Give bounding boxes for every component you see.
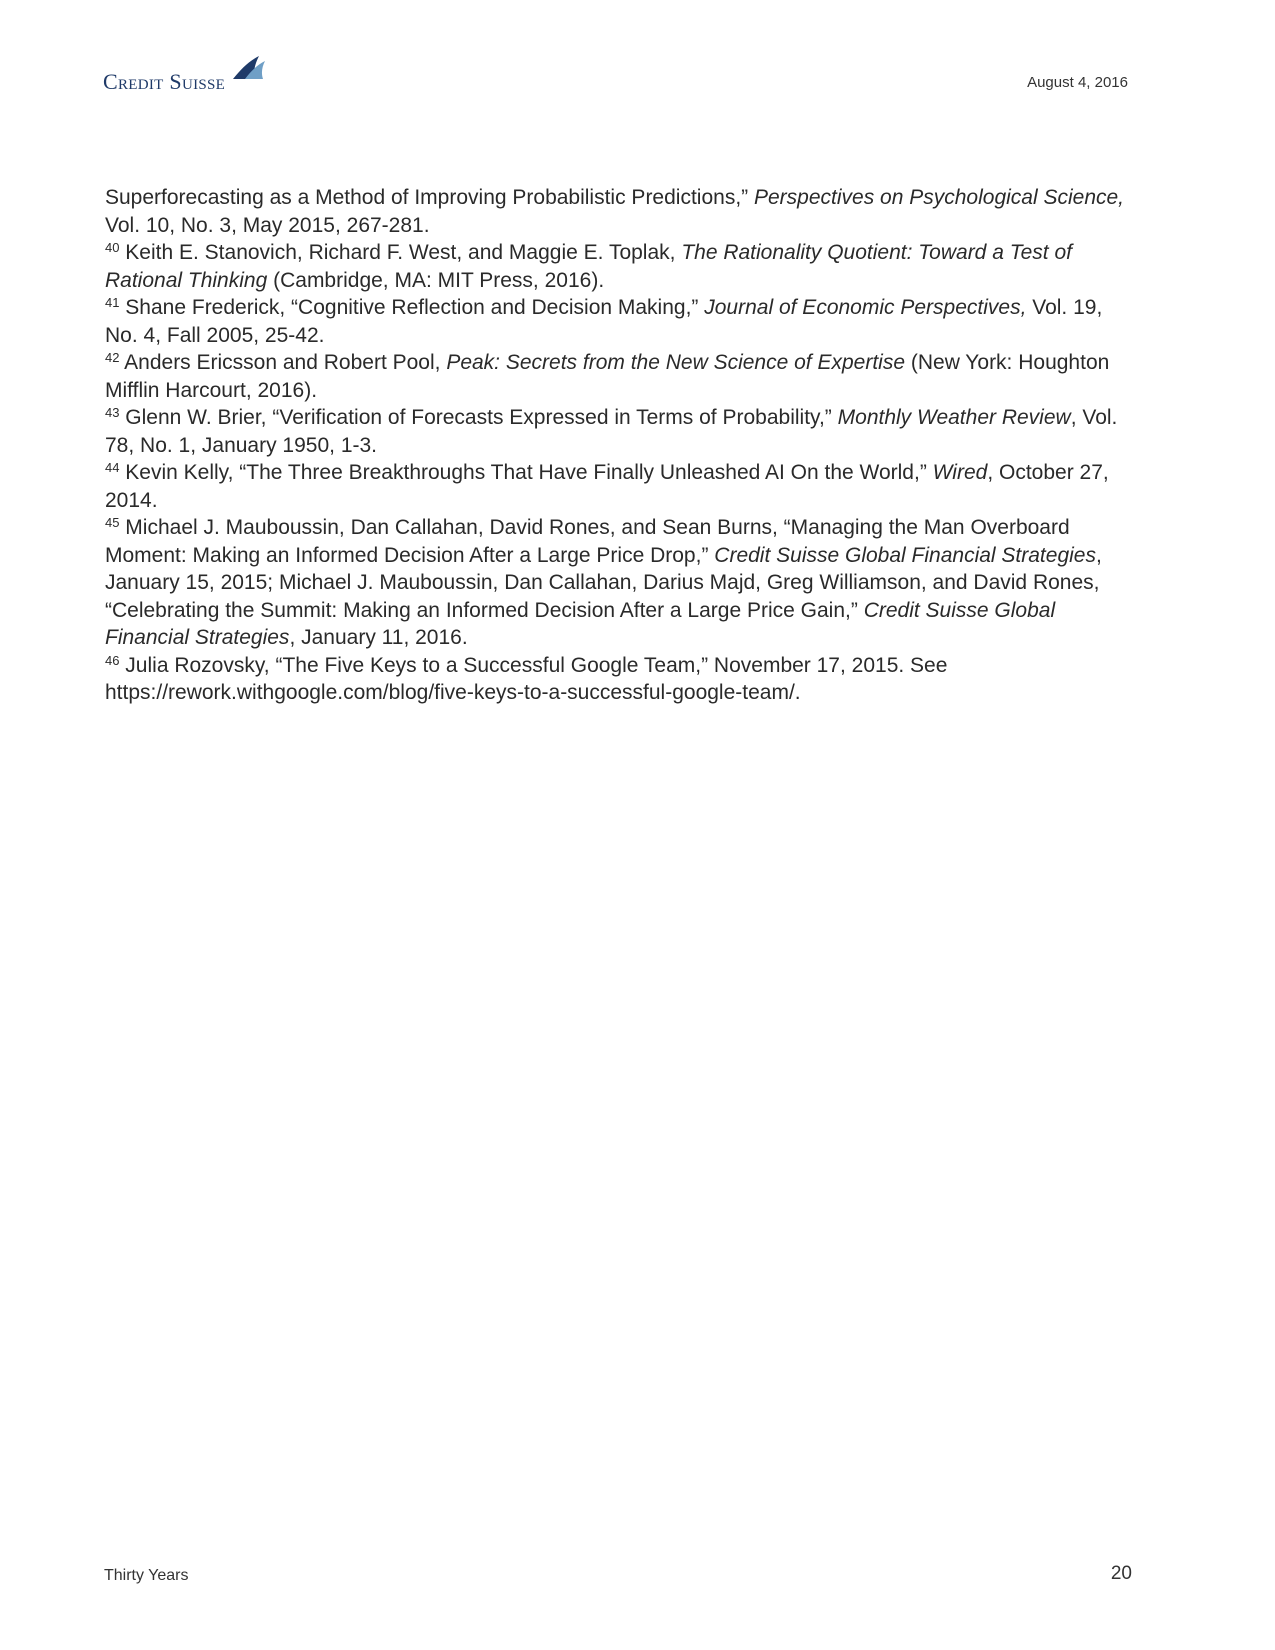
endnote-title: Monthly Weather Review — [837, 406, 1071, 429]
sails-icon — [231, 55, 267, 81]
endnote-number: 41 — [105, 295, 120, 310]
endnote-text: Julia Rozovsky, “The Five Keys to a Successful Google Team,” November 17, 2015. See https://rework.withgoogle.com/blog/five-keys-to-a-successful-google-team/. — [105, 653, 948, 704]
endnote-number: 46 — [105, 652, 120, 668]
endnote — [105, 404, 1125, 459]
endnote-title: Credit Suisse Global Financial Strategies — [105, 598, 1056, 649]
endnote-title: Peak: Secrets from the New Science of Expertise — [446, 351, 906, 374]
endnote-title: Wired — [932, 461, 988, 484]
logo-wordmark: Credit Suisse — [103, 69, 226, 94]
endnote-text: Superforecasting as a Method of Improving Probabilistic Predictions,” — [105, 186, 754, 209]
endnote — [105, 239, 1125, 294]
endnote-text: Michael J. Mauboussin, Dan Callahan, David Rones, and Sean Burns, “Managing the Man Overboard Moment: Making an Informed Decision After a Large Price Drop,” — [105, 516, 1070, 567]
credit-suisse-logo — [103, 55, 263, 95]
page-number: 20 — [1110, 1563, 1132, 1584]
endnote-title: The Rationality Quotient: Toward a Test of Rational Thinking — [105, 241, 1072, 292]
endnote — [105, 459, 1125, 514]
endnote — [105, 514, 1125, 652]
endnote-text: Keith E. Stanovich, Richard F. West, and Maggie E. Toplak, — [119, 241, 682, 264]
endnote-text: Glenn W. Brier, “Verification of Forecasts Expressed in Terms of Probability,” — [119, 406, 838, 429]
endnote — [105, 349, 1125, 404]
endnote-text: (Cambridge, MA: MIT Press, 2016). — [267, 268, 605, 292]
endnote-text: , October 27, 2014. — [105, 461, 1109, 512]
endnotes-list — [105, 184, 1125, 707]
endnote-text: Anders Ericsson and Robert Pool, — [119, 351, 447, 374]
footer-title: Thirty Years — [104, 1567, 189, 1584]
report-date: August 4, 2016 — [1027, 74, 1128, 91]
endnote-text: Vol. 19, No. 4, Fall 2005, 25-42. — [105, 296, 1103, 347]
endnote-title: Credit Suisse Global Financial Strategies — [714, 543, 1096, 567]
endnote-text: Kevin Kelly, “The Three Breakthroughs That Have Finally Unleashed AI On the World,” — [119, 461, 933, 484]
endnote-number: 43 — [105, 405, 120, 420]
endnote-title: Journal of Economic Perspectives, — [704, 296, 1027, 319]
endnote-text: Shane Frederick, “Cognitive Reflection and Decision Making,” — [119, 296, 705, 319]
endnote-text: , January 11, 2016. — [289, 626, 468, 649]
endnote-text: , Vol. 78, No. 1, January 1950, 1-3. — [105, 406, 1118, 457]
endnote-text: (New York: Houghton Mifflin Harcourt, 2016). — [105, 351, 1110, 402]
endnote — [105, 294, 1125, 349]
endnote-number: 40 — [105, 240, 120, 255]
endnote — [105, 184, 1125, 239]
endnote-title: Perspectives on Psychological Science, — [753, 186, 1125, 209]
endnote-number: 42 — [105, 350, 120, 365]
endnote — [105, 652, 1125, 707]
endnote-number: 45 — [105, 515, 120, 530]
endnote-number: 44 — [105, 460, 120, 475]
endnote-text: , January 15, 2015; Michael J. Mauboussin, Dan Callahan, Darius Majd, Greg Williamson, and David Rones, “Celebrating the Summit: Making an Informed Decision After a Large Price Gain,” — [105, 543, 1102, 622]
endnote-text: Vol. 10, No. 3, May 2015, 267-281. — [105, 213, 430, 237]
